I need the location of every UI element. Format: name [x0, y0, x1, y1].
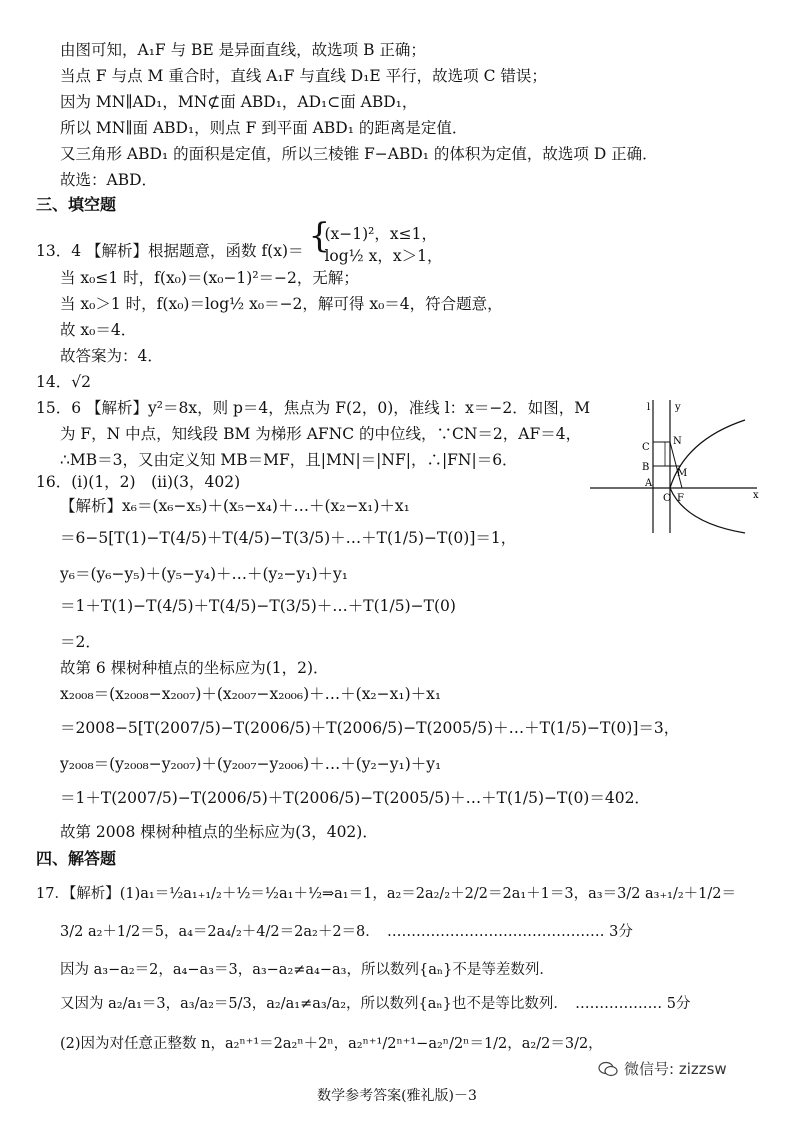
text-line: ＝2．	[60, 633, 101, 651]
text-line: y₆＝(y₆−y₅)＋(y₅−y₄)＋…＋(y₂−y₁)＋y₁	[60, 565, 349, 583]
text-line: x₂₀₀₈＝(x₂₀₀₈−x₂₀₀₇)＋(x₂₀₀₇−x₂₀₀₆)＋…＋(x₂−x₁)＋x₁	[60, 685, 442, 703]
text-line: 故选：ABD．	[60, 171, 158, 189]
text-line: y₂₀₀₈＝(y₂₀₀₈−y₂₀₀₇)＋(y₂₀₀₇−y₂₀₀₆)＋…＋(y₂−y₁)＋y₁	[60, 755, 442, 773]
label-O: O	[663, 493, 672, 504]
text-line: 故第 2008 棵树种植点的坐标应为(3，402)．	[60, 823, 378, 841]
text-line: ＝1＋T(2007/5)−T(2006/5)＋T(2006/5)−T(2005/5)＋…＋T(1/5)−T(0)＝402．	[60, 789, 650, 807]
q13-case2: log½ x，x＞1，	[324, 247, 443, 265]
text-line: 当点 F 与点 M 重合时，直线 A₁F 与直线 D₁E 平行，故选项 C 错误；	[60, 67, 547, 85]
text-line: 当 x₀＞1 时，f(x₀)＝log½ x₀＝−2，解可得 x₀＝4，符合题意，	[60, 295, 503, 313]
brace-icon: {	[308, 216, 331, 256]
label-A: A	[645, 478, 653, 489]
q14-answer: 14．√2	[36, 373, 91, 391]
label-x: x	[753, 490, 759, 501]
text-line: 16．(i)(1，2) (ii)(3，402)	[36, 473, 241, 491]
text-line: ＝1＋T(1)−T(4/5)＋T(4/5)−T(3/5)＋…＋T(1/5)−T(0)	[60, 597, 456, 615]
text-line: 当 x₀≤1 时，f(x₀)＝(x₀−1)²＝−2，无解；	[60, 269, 359, 287]
text-line: 3/2 a₂＋1/2＝5，a₄＝2a₄/₂＋4/2＝2a₂＋2＝8． ……………………………………… 3分	[60, 924, 633, 940]
parabola-figure	[585, 398, 765, 538]
q13-cases	[308, 216, 443, 266]
label-y: y	[675, 402, 681, 413]
text-line: (2)因为对任意正整数 n，a₂ⁿ⁺¹＝2a₂ⁿ＋2ⁿ，a₂ⁿ⁺¹/2ⁿ⁺¹−a₂ⁿ/2ⁿ＝1/2，a₂/2＝3/2，	[60, 1036, 603, 1052]
text-line: 故 x₀＝4．	[60, 321, 137, 339]
text-line: 由图可知，A₁F 与 BE 是异面直线，故选项 B 正确；	[60, 41, 426, 59]
wechat-icon	[598, 1061, 618, 1077]
label-N: N	[673, 436, 682, 447]
text-line: 为 F，N 中点，知线段 BM 为梯形 AFNC 的中位线，∵CN＝2，AF＝4，	[60, 425, 582, 443]
text-line: 15．6 【解析】y²＝8x，则 p＝4，焦点为 F(2，0)，准线 l：x＝−2．如图，M	[36, 399, 591, 417]
text-line: 【解析】x₆＝(x₆−x₅)＋(x₅−x₄)＋…＋(x₂−x₁)＋x₁	[60, 497, 410, 515]
wechat-watermark	[598, 1058, 727, 1079]
text-line: 所以 MN∥面 ABD₁，则点 F 到平面 ABD₁ 的距离是定值．	[60, 119, 468, 137]
text-line: ＝2008−5[T(2007/5)−T(2006/5)＋T(2006/5)−T(2005/5)＋…＋T(1/5)−T(0)]＝3，	[60, 719, 680, 737]
text-line: 因为 MN∥AD₁，MN⊄面 ABD₁，AD₁⊂面 ABD₁，	[60, 93, 418, 111]
text-line: 故第 6 棵树种植点的坐标应为(1，2)．	[60, 659, 329, 677]
label-l: l	[647, 402, 651, 413]
text-line: ＝6−5[T(1)−T(4/5)＋T(4/5)−T(3/5)＋…＋T(1/5)−T(0)]＝1，	[60, 529, 517, 547]
text-line: 17．【解析】(1)a₁＝½a₁₊₁/₂＋½＝½a₁＋½⇒a₁＝1，a₂＝2a₂/₂＋2/2＝2a₁＋1＝3，a₃＝3/2 a₃₊₁/₂＋1/2＝	[36, 886, 736, 902]
watermark-text: 微信号: zizzsw	[624, 1060, 727, 1078]
text-line: 故答案为：4．	[60, 347, 163, 365]
text-line: 又三角形 ABD₁ 的面积是定值，所以三棱锥 F−ABD₁ 的体积为定值，故选项 D 正确．	[60, 145, 658, 163]
label-M: M	[677, 468, 688, 479]
label-F: F	[677, 493, 684, 504]
label-C: C	[642, 442, 650, 453]
text-line: 因为 a₃−a₂＝2，a₄−a₃＝3，a₃−a₂≠a₄−a₃，所以数列{aₙ}不是等差数列．	[60, 962, 554, 978]
text-line: 又因为 a₂/a₁＝3，a₃/a₂＝5/3，a₂/a₁≠a₃/a₂，所以数列{aₙ}也不是等比数列． ……………… 5分	[60, 996, 691, 1012]
section-heading: 四、解答题	[36, 849, 117, 868]
q13-case1: (x−1)²，x≤1，	[324, 225, 437, 243]
section-heading: 三、填空题	[36, 195, 117, 214]
q13-head-text: 13．4 【解析】根据题意，函数 f(x)＝	[36, 242, 304, 260]
page-footer: 数学参考答案(雅礼版)－3	[317, 1088, 477, 1104]
label-B: B	[642, 462, 650, 473]
text-line: ∴MB＝3，又由定义知 MB＝MF，且|MN|＝|NF|，∴|FN|＝6．	[60, 451, 518, 469]
